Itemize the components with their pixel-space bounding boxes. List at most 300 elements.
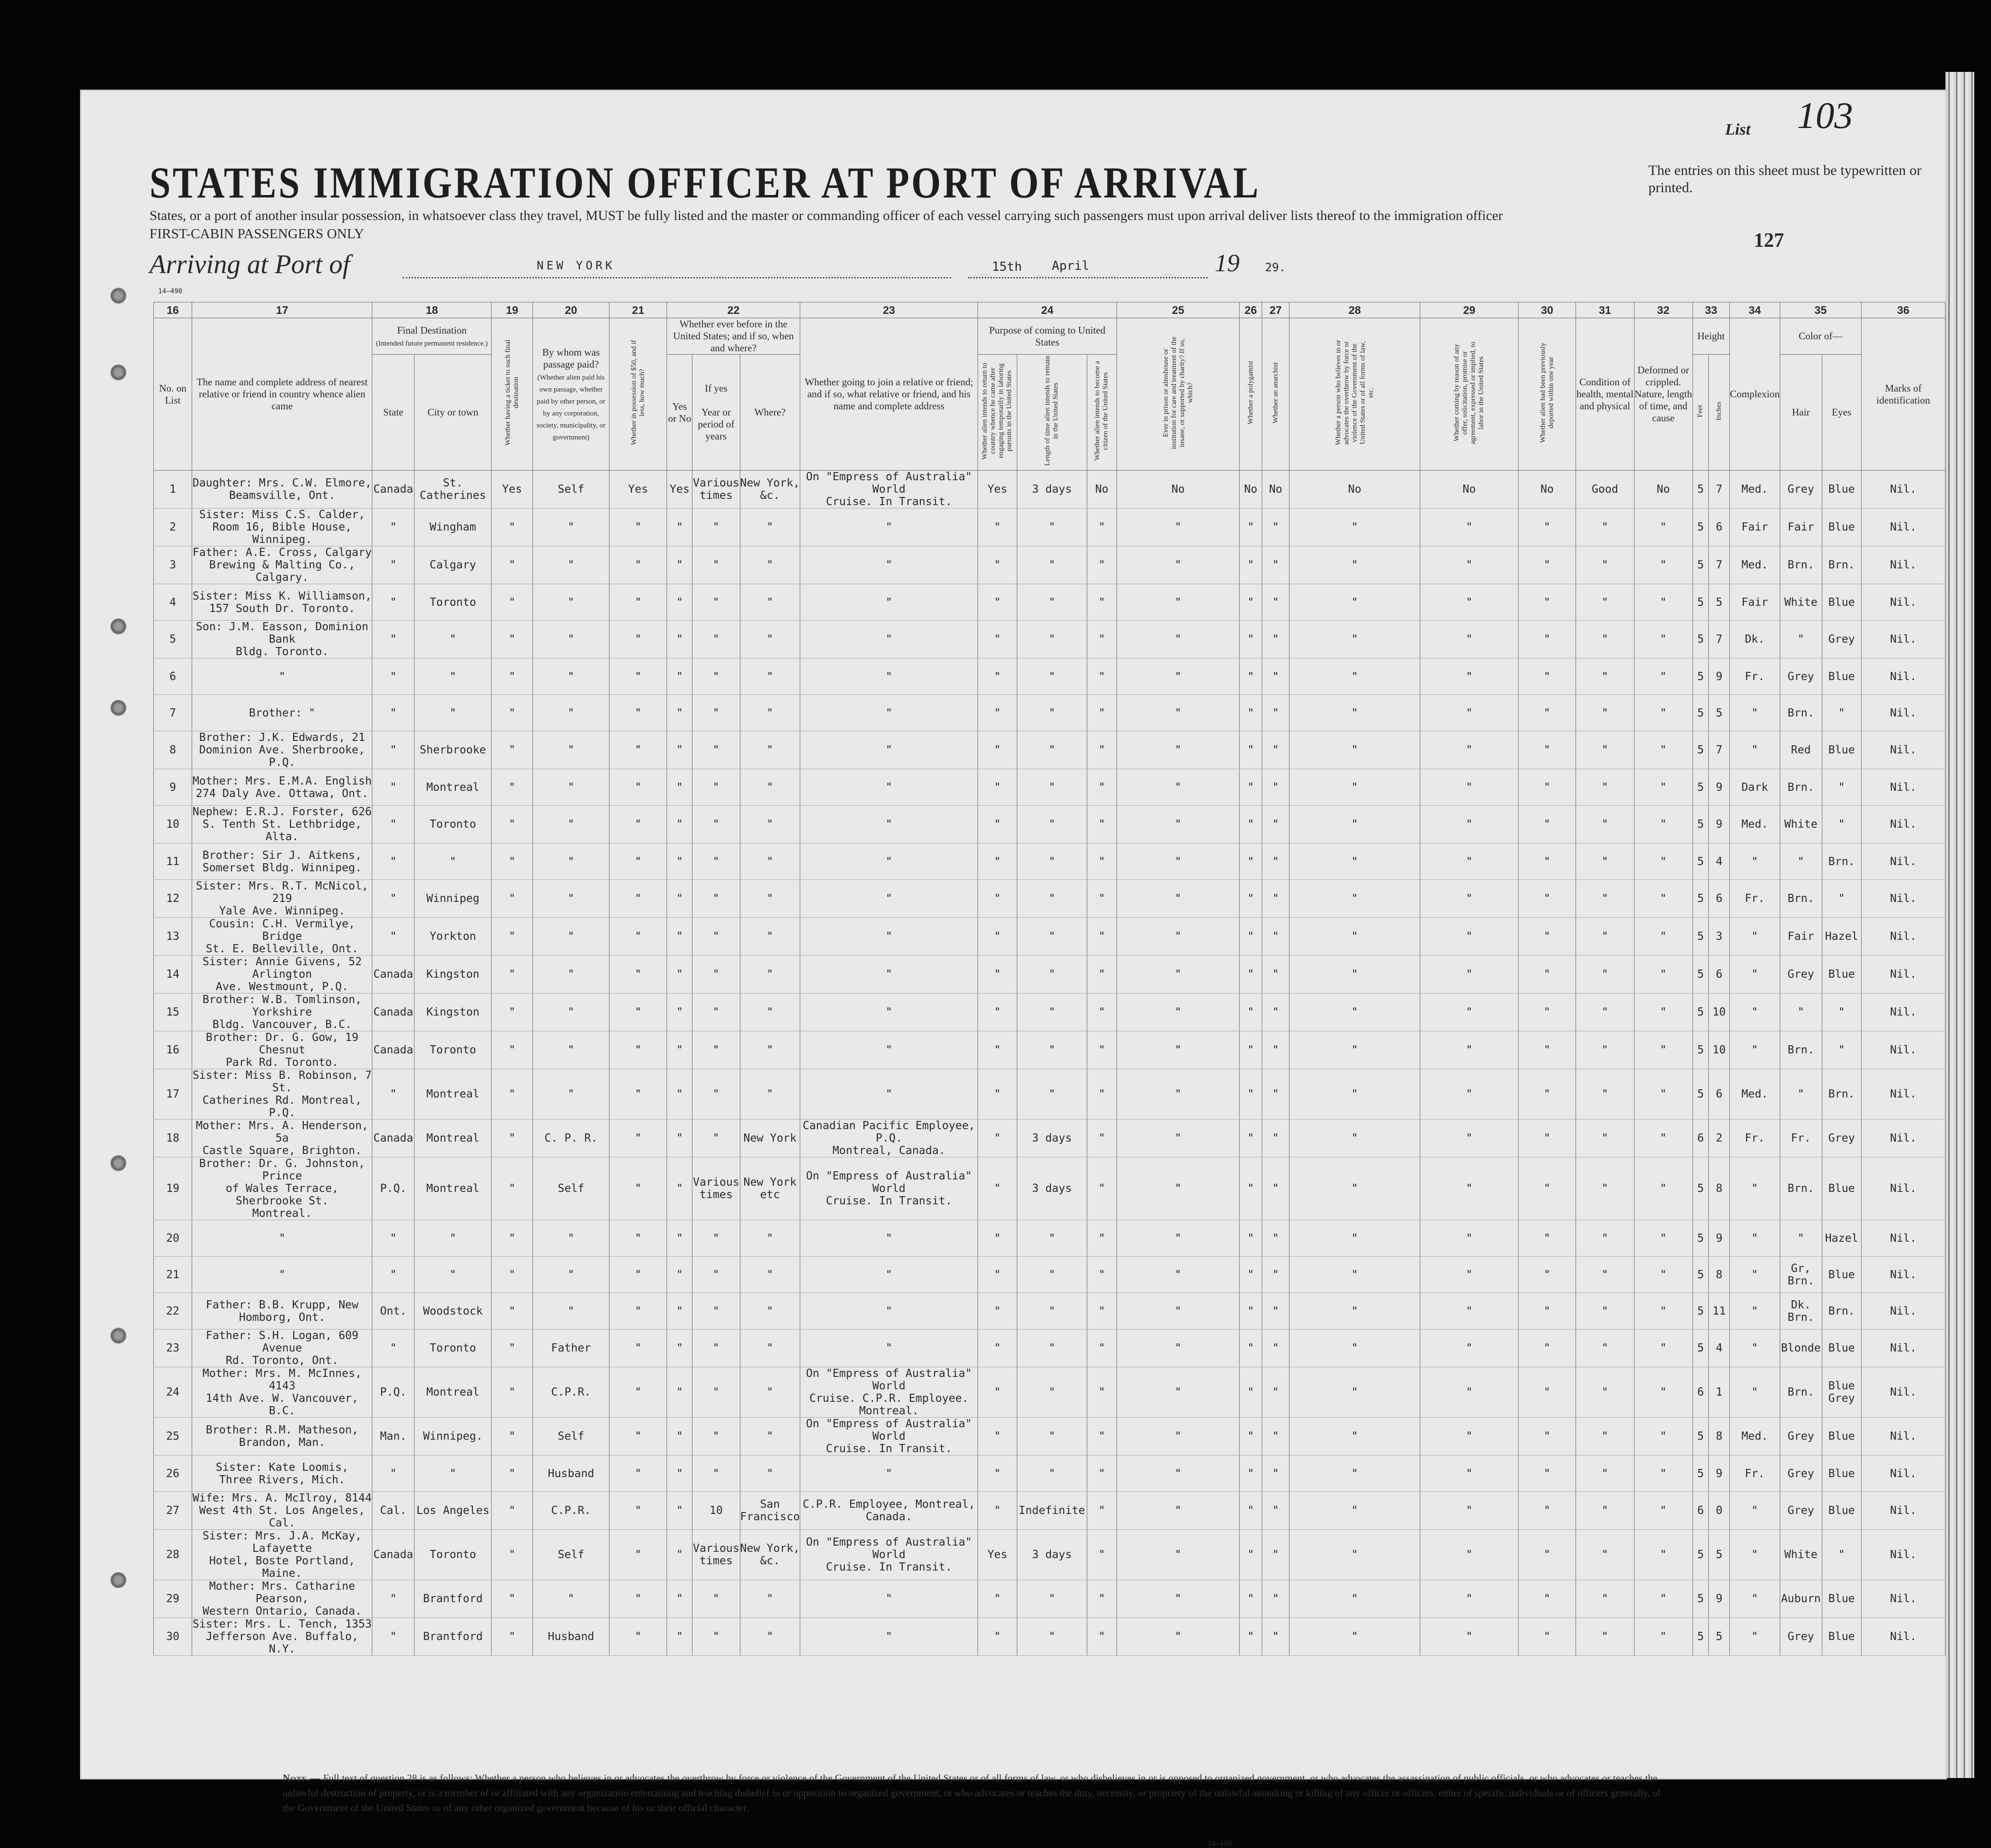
relative-address: Sister: Miss K. Williamson, 157 South Dr. Toronto. bbox=[192, 584, 372, 621]
question-28-answer: " bbox=[1289, 1455, 1420, 1492]
money: " bbox=[610, 1367, 667, 1418]
deformed-answer: " bbox=[1634, 1367, 1692, 1418]
height-inches: 8 bbox=[1709, 1418, 1730, 1455]
deformed-answer: " bbox=[1634, 1492, 1692, 1530]
height-inches: 9 bbox=[1709, 1455, 1730, 1492]
destination-state: " bbox=[372, 918, 414, 956]
height-feet: 5 bbox=[1692, 658, 1709, 695]
hair-color: " bbox=[1780, 621, 1822, 658]
prison-answer: " bbox=[1117, 1329, 1240, 1367]
row-number: 11 bbox=[154, 843, 192, 880]
prison-answer: " bbox=[1117, 1530, 1240, 1580]
deported-answer: " bbox=[1519, 806, 1576, 843]
heading-purpose-return bbox=[978, 355, 1017, 471]
prison-answer: " bbox=[1117, 1618, 1240, 1656]
intends-citizen: " bbox=[1087, 508, 1116, 546]
prison-answer: " bbox=[1117, 993, 1240, 1031]
heading-color-of: Color of— bbox=[1780, 318, 1861, 355]
prison-answer: " bbox=[1117, 1293, 1240, 1329]
where-before: " bbox=[740, 880, 800, 918]
polygamist-answer: " bbox=[1240, 621, 1262, 658]
joining-relative: On "Empress of Australia" World Cruise. C.P.R. Employee. Montreal. bbox=[800, 1367, 978, 1418]
years-before: " bbox=[692, 695, 740, 731]
years-before: " bbox=[692, 1220, 740, 1257]
question-28-answer: " bbox=[1289, 993, 1420, 1031]
intends-citizen: " bbox=[1087, 956, 1116, 993]
intends-citizen: " bbox=[1087, 769, 1116, 806]
hair-color: Fair bbox=[1780, 508, 1822, 546]
eye-color: Blue bbox=[1822, 1492, 1861, 1530]
been-before: Yes bbox=[667, 471, 692, 508]
length-of-stay: Indefinite bbox=[1017, 1492, 1087, 1530]
arrival-day: 15th bbox=[992, 260, 1022, 274]
height-feet: 5 bbox=[1692, 1455, 1709, 1492]
joining-relative: C.P.R. Employee, Montreal, Canada. bbox=[800, 1492, 978, 1530]
ticket: " bbox=[492, 956, 533, 993]
labor-offer-answer: " bbox=[1420, 956, 1519, 993]
ticket: " bbox=[492, 731, 533, 769]
destination-city: " bbox=[414, 621, 492, 658]
length-of-stay: " bbox=[1017, 806, 1087, 843]
polygamist-answer: " bbox=[1240, 731, 1262, 769]
intends-citizen: " bbox=[1087, 1367, 1116, 1418]
prison-answer: " bbox=[1117, 584, 1240, 621]
length-of-stay: " bbox=[1017, 508, 1087, 546]
heading-passage-paid-sub: (Whether alien paid his own passage, whether paid by other person, or by any corporation, society, municipality, or government) bbox=[536, 373, 606, 441]
table-row bbox=[154, 769, 1945, 806]
deported-answer: " bbox=[1519, 1530, 1576, 1580]
row-number: 22 bbox=[154, 1293, 192, 1329]
deported-answer: " bbox=[1519, 769, 1576, 806]
question-28-answer: " bbox=[1289, 508, 1420, 546]
intends-citizen: " bbox=[1087, 1257, 1116, 1293]
been-before: " bbox=[667, 546, 692, 584]
polygamist-answer: " bbox=[1240, 695, 1262, 731]
relative-address: Father: S.H. Logan, 609 Avenue Rd. Toronto, Ont. bbox=[192, 1329, 372, 1367]
joining-relative: " bbox=[800, 806, 978, 843]
labor-offer-answer: " bbox=[1420, 1329, 1519, 1367]
deformed-answer: " bbox=[1634, 956, 1692, 993]
identification-marks: Nil. bbox=[1861, 1367, 1945, 1418]
where-before: " bbox=[740, 695, 800, 731]
prison-answer: " bbox=[1117, 1257, 1240, 1293]
table-row bbox=[154, 1120, 1945, 1157]
row-number: 18 bbox=[154, 1120, 192, 1157]
passage-paid-by: Husband bbox=[533, 1618, 610, 1656]
relative-address: Sister: Miss C.S. Calder, Room 16, Bible House, Winnipeg. bbox=[192, 508, 372, 546]
money: Yes bbox=[610, 471, 667, 508]
table-row bbox=[154, 621, 1945, 658]
complexion: " bbox=[1730, 956, 1780, 993]
heading-complexion: Complexion bbox=[1730, 318, 1780, 471]
purpose-return: " bbox=[978, 843, 1017, 880]
where-before: " bbox=[740, 731, 800, 769]
row-number: 2 bbox=[154, 508, 192, 546]
destination-city: Toronto bbox=[414, 1530, 492, 1580]
relative-address: Brother: R.M. Matheson, Brandon, Man. bbox=[192, 1418, 372, 1455]
labor-offer-answer: " bbox=[1420, 1618, 1519, 1656]
relative-address: Sister: Kate Loomis, Three Rivers, Mich. bbox=[192, 1455, 372, 1492]
identification-marks: Nil. bbox=[1861, 1530, 1945, 1580]
complexion: Fr. bbox=[1730, 880, 1780, 918]
money: " bbox=[610, 546, 667, 584]
question-28-answer: " bbox=[1289, 1329, 1420, 1367]
height-feet: 5 bbox=[1692, 993, 1709, 1031]
row-number: 6 bbox=[154, 658, 192, 695]
where-before: San Francisco bbox=[740, 1492, 800, 1530]
height-feet: 5 bbox=[1692, 769, 1709, 806]
destination-city: Brantford bbox=[414, 1618, 492, 1656]
intends-citizen: " bbox=[1087, 1580, 1116, 1618]
row-number: 16 bbox=[154, 1031, 192, 1069]
destination-state: " bbox=[372, 731, 414, 769]
eye-color: Hazel bbox=[1822, 1220, 1861, 1257]
passage-paid-by: Husband bbox=[533, 1455, 610, 1492]
passage-paid-by: " bbox=[533, 1293, 610, 1329]
column-number: 31 bbox=[1576, 302, 1634, 318]
prison-answer: " bbox=[1117, 1492, 1240, 1530]
where-before: " bbox=[740, 658, 800, 695]
table-row bbox=[154, 843, 1945, 880]
column-number: 17 bbox=[192, 302, 372, 318]
purpose-return: Yes bbox=[978, 471, 1017, 508]
complexion: " bbox=[1730, 843, 1780, 880]
intends-citizen: " bbox=[1087, 1120, 1116, 1157]
relative-address: Brother: Sir J. Aitkens, Somerset Bldg. Winnipeg. bbox=[192, 843, 372, 880]
hair-color: Grey bbox=[1780, 1492, 1822, 1530]
intends-citizen: " bbox=[1087, 1031, 1116, 1069]
ticket: " bbox=[492, 1069, 533, 1120]
prison-answer: " bbox=[1117, 956, 1240, 993]
hair-color: Brn. bbox=[1780, 1157, 1822, 1220]
height-inches: 9 bbox=[1709, 658, 1730, 695]
row-number: 5 bbox=[154, 621, 192, 658]
length-of-stay: " bbox=[1017, 880, 1087, 918]
prison-answer: " bbox=[1117, 1157, 1240, 1220]
where-before: " bbox=[740, 621, 800, 658]
polygamist-answer: " bbox=[1240, 769, 1262, 806]
height-feet: 5 bbox=[1692, 918, 1709, 956]
ticket: " bbox=[492, 546, 533, 584]
column-number: 25 bbox=[1117, 302, 1240, 318]
anarchist-answer: " bbox=[1262, 584, 1289, 621]
identification-marks: Nil. bbox=[1861, 1418, 1945, 1455]
identification-marks: Nil. bbox=[1861, 695, 1945, 731]
page-title: STATES IMMIGRATION OFFICER AT PORT OF ARRIVAL bbox=[150, 158, 1261, 207]
deformed-answer: " bbox=[1634, 880, 1692, 918]
money: " bbox=[610, 1157, 667, 1220]
polygamist-answer: " bbox=[1240, 1031, 1262, 1069]
destination-city: Montreal bbox=[414, 769, 492, 806]
ticket: " bbox=[492, 806, 533, 843]
hair-color: Red bbox=[1780, 731, 1822, 769]
health-condition: " bbox=[1576, 1455, 1634, 1492]
been-before: " bbox=[667, 1031, 692, 1069]
hair-color: Brn. bbox=[1780, 1031, 1822, 1069]
table-row bbox=[154, 993, 1945, 1031]
hair-color: Grey bbox=[1780, 1418, 1822, 1455]
binder-hole bbox=[110, 700, 127, 716]
relative-address: Brother: " bbox=[192, 695, 372, 731]
where-before: " bbox=[740, 1069, 800, 1120]
heading-polygamist bbox=[1240, 318, 1262, 471]
row-number: 28 bbox=[154, 1530, 192, 1580]
complexion: Fr. bbox=[1730, 658, 1780, 695]
money: " bbox=[610, 584, 667, 621]
labor-offer-answer: " bbox=[1420, 695, 1519, 731]
purpose-return: " bbox=[978, 1257, 1017, 1293]
prison-answer: " bbox=[1117, 806, 1240, 843]
relative-address: Daughter: Mrs. C.W. Elmore, Beamsville, Ont. bbox=[192, 471, 372, 508]
heading-passage-paid bbox=[533, 318, 610, 471]
row-number: 13 bbox=[154, 918, 192, 956]
where-before: " bbox=[740, 1455, 800, 1492]
passage-paid-by: " bbox=[533, 769, 610, 806]
row-number: 15 bbox=[154, 993, 192, 1031]
labor-offer-answer: " bbox=[1420, 731, 1519, 769]
row-number: 30 bbox=[154, 1618, 192, 1656]
height-feet: 6 bbox=[1692, 1120, 1709, 1157]
polygamist-answer: " bbox=[1240, 1492, 1262, 1530]
length-of-stay: " bbox=[1017, 621, 1087, 658]
years-before: " bbox=[692, 621, 740, 658]
column-number: 24 bbox=[978, 302, 1117, 318]
years-before: Various times bbox=[692, 471, 740, 508]
health-condition: " bbox=[1576, 993, 1634, 1031]
prison-answer: " bbox=[1117, 769, 1240, 806]
question-28-answer: " bbox=[1289, 1069, 1420, 1120]
heading-inches-text: Inches bbox=[1715, 401, 1723, 421]
prison-answer: " bbox=[1117, 621, 1240, 658]
deported-answer: " bbox=[1519, 1257, 1576, 1293]
passage-paid-by: " bbox=[533, 806, 610, 843]
height-inches: 3 bbox=[1709, 918, 1730, 956]
ticket: " bbox=[492, 584, 533, 621]
health-condition: " bbox=[1576, 508, 1634, 546]
ticket: " bbox=[492, 1120, 533, 1157]
height-feet: 5 bbox=[1692, 1069, 1709, 1120]
passage-paid-by: " bbox=[533, 508, 610, 546]
labor-offer-answer: " bbox=[1420, 1069, 1519, 1120]
been-before: " bbox=[667, 1069, 692, 1120]
anarchist-answer: " bbox=[1262, 508, 1289, 546]
intends-citizen: " bbox=[1087, 1069, 1116, 1120]
heading-question-28-text: Whether a person who believes in or advocates the overthrow by force or violence of the Government of the United States or of all forms of law, etc. bbox=[1334, 340, 1375, 446]
destination-state: Canada bbox=[372, 993, 414, 1031]
intends-citizen: " bbox=[1087, 658, 1116, 695]
deported-answer: " bbox=[1519, 1329, 1576, 1367]
deformed-answer: " bbox=[1634, 508, 1692, 546]
where-before: " bbox=[740, 1367, 800, 1418]
destination-state: " bbox=[372, 1257, 414, 1293]
anarchist-answer: " bbox=[1262, 1220, 1289, 1257]
height-feet: 5 bbox=[1692, 843, 1709, 880]
height-feet: 6 bbox=[1692, 1492, 1709, 1530]
complexion: Dark bbox=[1730, 769, 1780, 806]
destination-city: Winnipeg. bbox=[414, 1418, 492, 1455]
money: " bbox=[610, 695, 667, 731]
heading-inches bbox=[1709, 355, 1730, 471]
joining-relative: " bbox=[800, 1031, 978, 1069]
heading-no-on-list: No. on List bbox=[154, 318, 192, 471]
height-inches: 1 bbox=[1709, 1367, 1730, 1418]
purpose-return: " bbox=[978, 621, 1017, 658]
polygamist-answer: No bbox=[1240, 471, 1262, 508]
complexion: " bbox=[1730, 1530, 1780, 1580]
table-row bbox=[154, 1455, 1945, 1492]
relative-address: Mother: Mrs. E.M.A. English 274 Daly Ave. Ottawa, Ont. bbox=[192, 769, 372, 806]
complexion: Med. bbox=[1730, 806, 1780, 843]
row-number: 3 bbox=[154, 546, 192, 584]
intends-citizen: " bbox=[1087, 1329, 1116, 1367]
table-row bbox=[154, 1618, 1945, 1656]
eye-color: Blue Grey bbox=[1822, 1367, 1861, 1418]
length-of-stay: " bbox=[1017, 695, 1087, 731]
been-before: " bbox=[667, 1329, 692, 1367]
passage-paid-by: " bbox=[533, 546, 610, 584]
purpose-return: " bbox=[978, 1418, 1017, 1455]
complexion: " bbox=[1730, 993, 1780, 1031]
money: " bbox=[610, 1069, 667, 1120]
identification-marks: Nil. bbox=[1861, 1069, 1945, 1120]
binder-hole bbox=[110, 364, 127, 381]
heading-nearest-relative: The name and complete address of nearest relative or friend in country whence alien came bbox=[192, 318, 372, 471]
ticket: " bbox=[492, 1492, 533, 1530]
joining-relative: On "Empress of Australia" World Cruise. In Transit. bbox=[800, 1157, 978, 1220]
column-number: 22 bbox=[667, 302, 800, 318]
hair-color: Grey bbox=[1780, 956, 1822, 993]
column-number: 34 bbox=[1730, 302, 1780, 318]
heading-marks: Marks of identification bbox=[1861, 318, 1945, 471]
eye-color: Brn. bbox=[1822, 1293, 1861, 1329]
footer-form-number: 14—490 bbox=[1208, 1840, 1232, 1848]
destination-state: " bbox=[372, 1580, 414, 1618]
length-of-stay: " bbox=[1017, 658, 1087, 695]
labor-offer-answer: No bbox=[1420, 471, 1519, 508]
deformed-answer: " bbox=[1634, 1031, 1692, 1069]
intends-citizen: " bbox=[1087, 731, 1116, 769]
polygamist-answer: " bbox=[1240, 993, 1262, 1031]
relative-address: Nephew: E.R.J. Forster, 626 S. Tenth St. Lethbridge, Alta. bbox=[192, 806, 372, 843]
footnote bbox=[283, 1771, 1663, 1815]
form-number: 14—490 bbox=[158, 288, 183, 295]
money: " bbox=[610, 843, 667, 880]
prison-answer: " bbox=[1117, 843, 1240, 880]
row-number: 19 bbox=[154, 1157, 192, 1220]
relative-address: Son: J.M. Easson, Dominion Bank Bldg. Toronto. bbox=[192, 621, 372, 658]
destination-city: Calgary bbox=[414, 546, 492, 584]
eye-color: " bbox=[1822, 880, 1861, 918]
polygamist-answer: " bbox=[1240, 508, 1262, 546]
identification-marks: Nil. bbox=[1861, 1580, 1945, 1618]
column-number-row bbox=[154, 302, 1945, 318]
heading-money bbox=[610, 318, 667, 471]
polygamist-answer: " bbox=[1240, 843, 1262, 880]
polygamist-answer: " bbox=[1240, 1220, 1262, 1257]
intends-citizen: " bbox=[1087, 584, 1116, 621]
joining-relative: " bbox=[800, 1455, 978, 1492]
height-feet: 5 bbox=[1692, 1257, 1709, 1293]
anarchist-answer: " bbox=[1262, 1618, 1289, 1656]
height-feet: 5 bbox=[1692, 1580, 1709, 1618]
joining-relative: " bbox=[800, 1257, 978, 1293]
health-condition: " bbox=[1576, 621, 1634, 658]
anarchist-answer: " bbox=[1262, 731, 1289, 769]
heading-ticket-text: Whether having a ticket to such final destination bbox=[504, 339, 520, 446]
question-28-answer: " bbox=[1289, 695, 1420, 731]
passage-paid-by: Father bbox=[533, 1329, 610, 1367]
ticket: " bbox=[492, 1293, 533, 1329]
row-number: 1 bbox=[154, 471, 192, 508]
destination-city: Kingston bbox=[414, 993, 492, 1031]
height-inches: 5 bbox=[1709, 695, 1730, 731]
question-28-answer: " bbox=[1289, 918, 1420, 956]
anarchist-answer: " bbox=[1262, 993, 1289, 1031]
joining-relative: On "Empress of Australia" World Cruise. In Transit. bbox=[800, 1530, 978, 1580]
destination-state: " bbox=[372, 621, 414, 658]
row-number: 21 bbox=[154, 1257, 192, 1293]
purpose-return: " bbox=[978, 1492, 1017, 1530]
column-number: 20 bbox=[533, 302, 610, 318]
years-before: " bbox=[692, 918, 740, 956]
polygamist-answer: " bbox=[1240, 806, 1262, 843]
column-number: 23 bbox=[800, 302, 978, 318]
joining-relative: " bbox=[800, 546, 978, 584]
labor-offer-answer: " bbox=[1420, 1580, 1519, 1618]
heading-row bbox=[154, 318, 1945, 355]
polygamist-answer: " bbox=[1240, 1530, 1262, 1580]
been-before: " bbox=[667, 1293, 692, 1329]
joining-relative: " bbox=[800, 1293, 978, 1329]
complexion: Fr. bbox=[1730, 1120, 1780, 1157]
row-number: 20 bbox=[154, 1220, 192, 1257]
list-number: 103 bbox=[1797, 94, 1853, 136]
polygamist-answer: " bbox=[1240, 1455, 1262, 1492]
deported-answer: " bbox=[1519, 1069, 1576, 1120]
anarchist-answer: No bbox=[1262, 471, 1289, 508]
arrival-port: NEW YORK bbox=[537, 259, 615, 272]
years-before: " bbox=[692, 1293, 740, 1329]
row-number: 8 bbox=[154, 731, 192, 769]
money: " bbox=[610, 1329, 667, 1367]
passage-paid-by: " bbox=[533, 880, 610, 918]
destination-city: Toronto bbox=[414, 584, 492, 621]
intends-citizen: " bbox=[1087, 993, 1116, 1031]
passage-paid-by: " bbox=[533, 843, 610, 880]
prison-answer: " bbox=[1117, 1418, 1240, 1455]
destination-state: " bbox=[372, 1618, 414, 1656]
money: " bbox=[610, 918, 667, 956]
eye-color: Grey bbox=[1822, 1120, 1861, 1157]
joining-relative: " bbox=[800, 584, 978, 621]
identification-marks: Nil. bbox=[1861, 843, 1945, 880]
hair-color: " bbox=[1780, 1220, 1822, 1257]
ticket: " bbox=[492, 769, 533, 806]
table-row bbox=[154, 1031, 1945, 1069]
arrival-year-suffix: 29. bbox=[1265, 261, 1286, 274]
hair-color: Brn. bbox=[1780, 1367, 1822, 1418]
length-of-stay: " bbox=[1017, 731, 1087, 769]
length-of-stay: 3 days bbox=[1017, 1120, 1087, 1157]
eye-color: Blue bbox=[1822, 731, 1861, 769]
polygamist-answer: " bbox=[1240, 1367, 1262, 1418]
prison-answer: " bbox=[1117, 508, 1240, 546]
length-of-stay: " bbox=[1017, 769, 1087, 806]
destination-city: Montreal bbox=[414, 1069, 492, 1120]
heading-purpose-length-text: Length of time alien intends to remain in the United States bbox=[1044, 356, 1060, 466]
passage-paid-by: C.P.R. bbox=[533, 1367, 610, 1418]
deformed-answer: No bbox=[1634, 471, 1692, 508]
